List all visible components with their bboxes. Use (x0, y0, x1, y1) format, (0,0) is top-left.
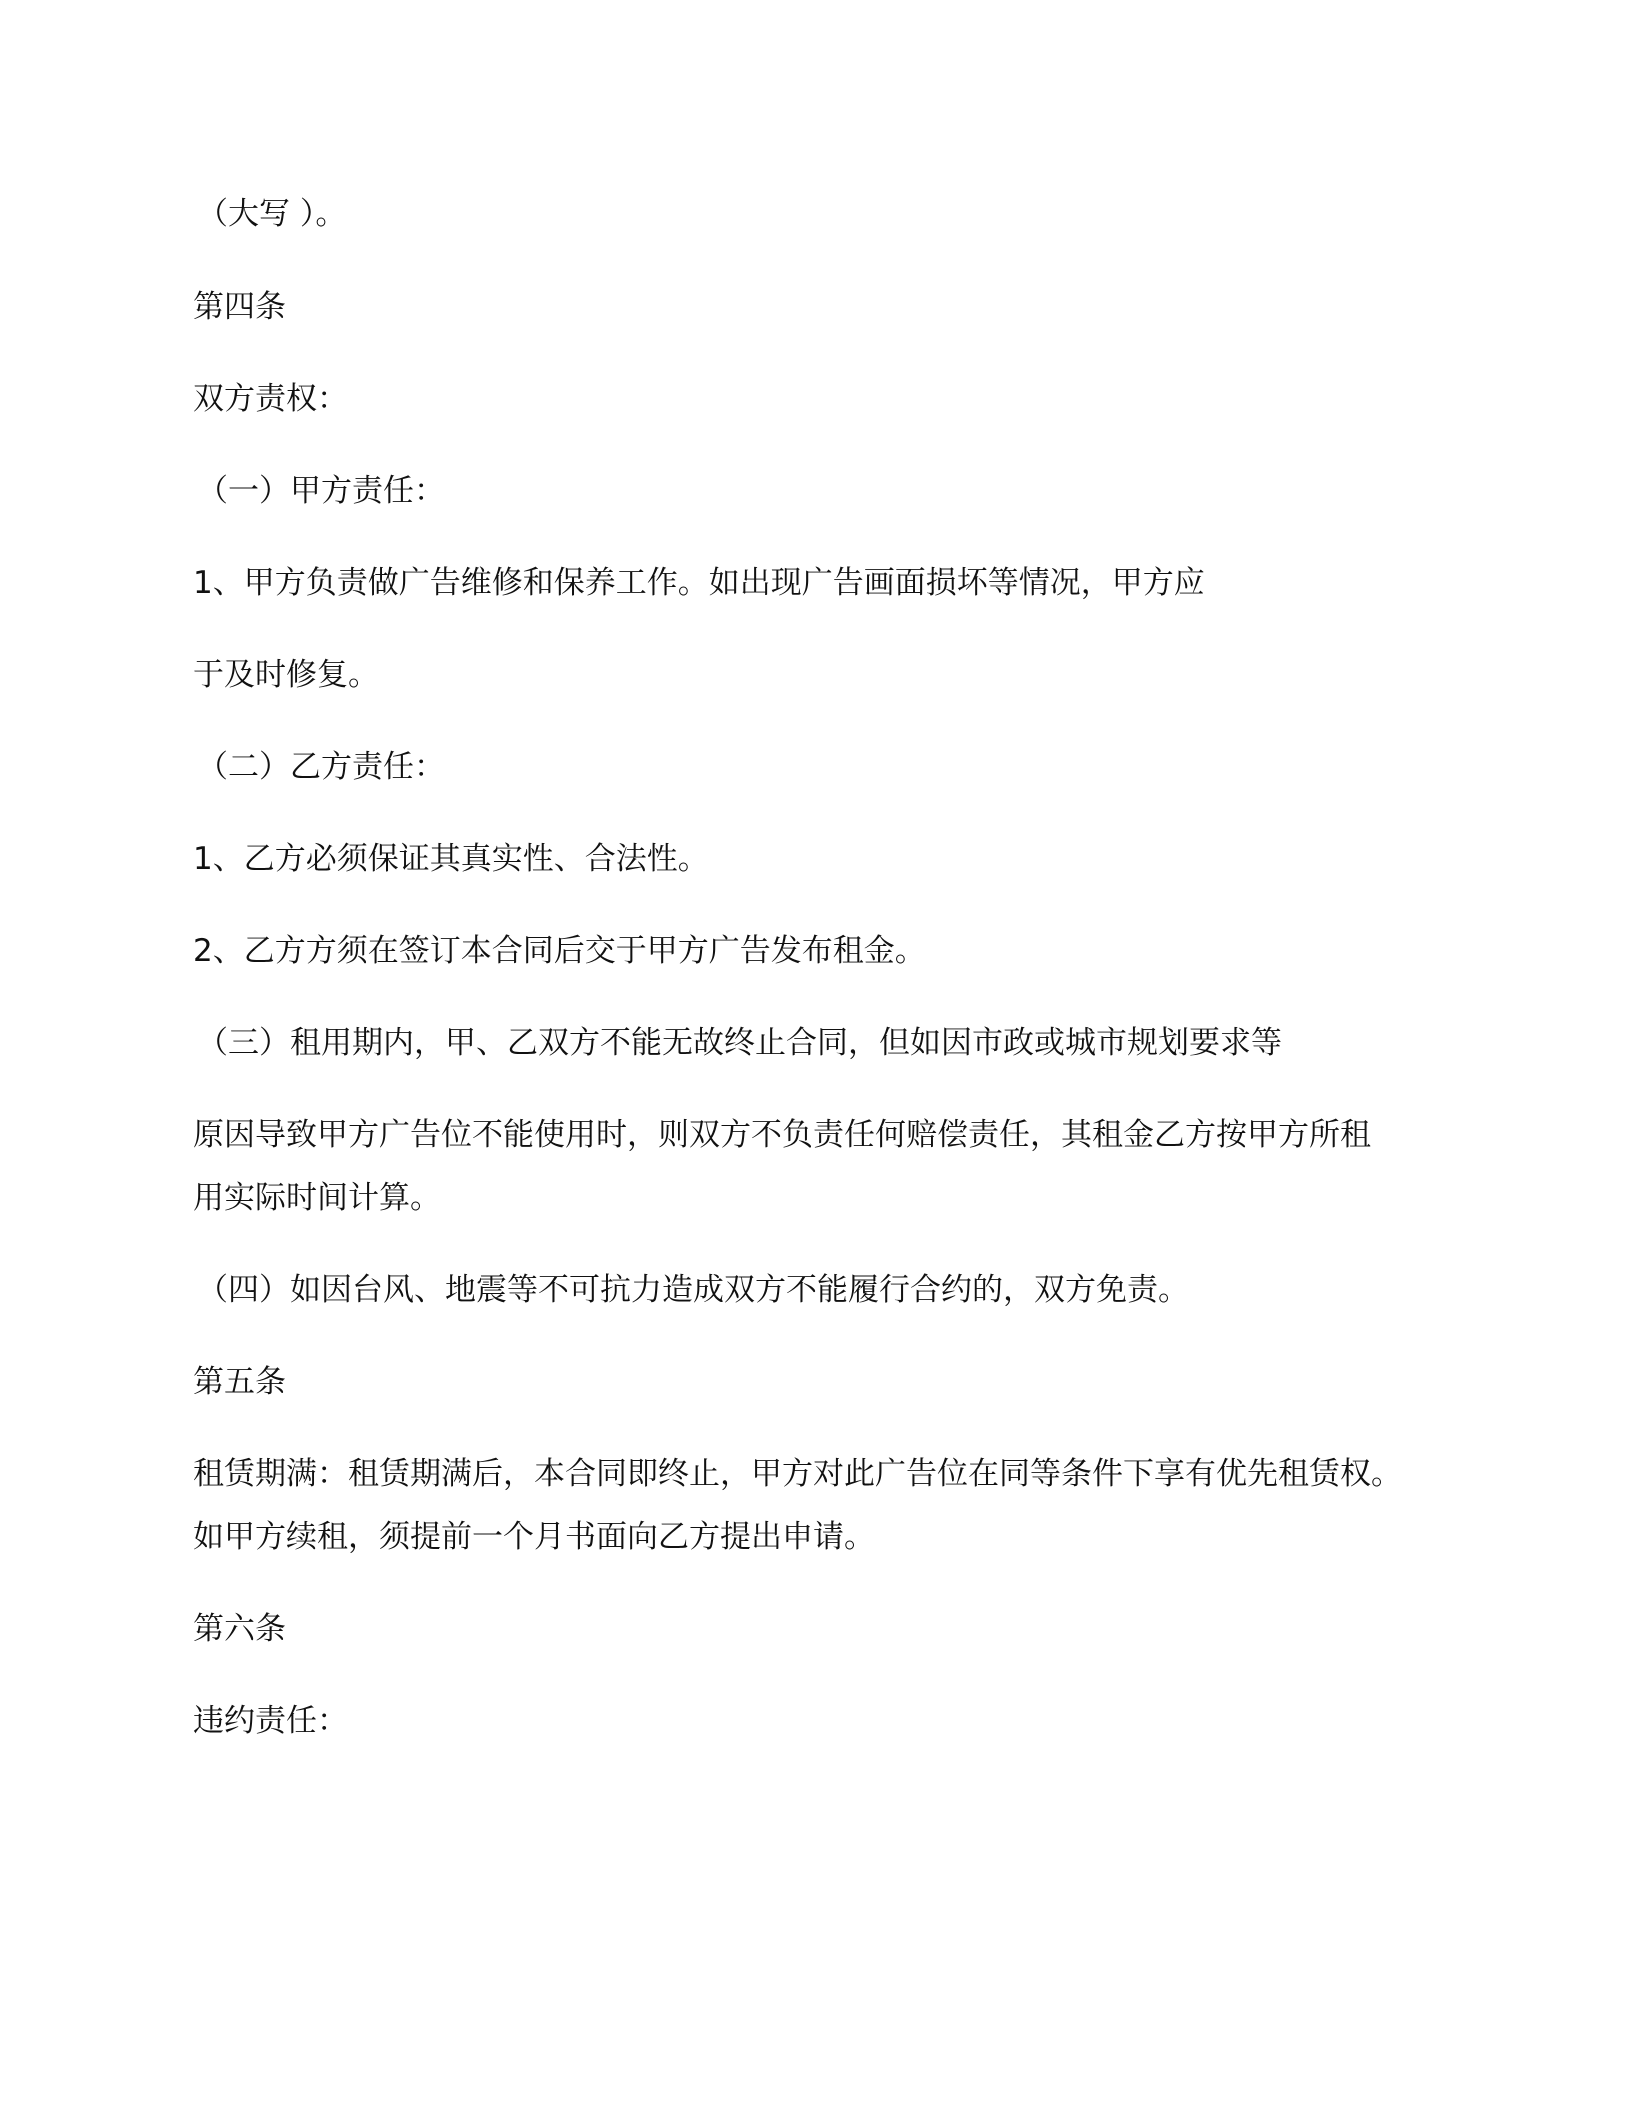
article-4-heading: 第四条 (193, 289, 286, 325)
lease-expiry-line-2: 如甲方续租，须提前一个月书面向乙方提出申请。 (193, 1519, 875, 1555)
party-a-clause-1-continued: 于及时修复。 (193, 657, 379, 693)
party-a-clause-1: 1、甲方负责做广告维修和保养工作。如出现广告画面损坏等情况，甲方应 (193, 565, 1205, 601)
party-b-clause-1: 1、乙方必须保证其真实性、合法性。 (193, 841, 709, 877)
article-5-heading: 第五条 (193, 1364, 286, 1400)
party-b-responsibility-heading: （二）乙方责任： (197, 749, 445, 785)
breach-liability-heading: 违约责任： (193, 1703, 348, 1739)
text-line-capital-amount: （大写 ）。 (197, 196, 347, 232)
article-6-heading: 第六条 (193, 1611, 286, 1647)
party-a-responsibility-heading: （一）甲方责任： (197, 473, 445, 509)
clause-4-force-majeure: （四）如因台风、地震等不可抗力造成双方不能履行合约的，双方免责。 (197, 1272, 1189, 1308)
rights-responsibilities-heading: 双方责权： (193, 381, 348, 417)
clause-3-line-3: 用实际时间计算。 (193, 1180, 441, 1216)
lease-expiry-line-1: 租赁期满：租赁期满后，本合同即终止，甲方对此广告位在同等条件下享有优先租赁权。 (193, 1456, 1402, 1492)
clause-3-line-1: （三）租用期内，甲、乙双方不能无故终止合同，但如因市政或城市规划要求等 (197, 1025, 1282, 1061)
party-b-clause-2: 2、乙方方须在签订本合同后交于甲方广告发布租金。 (193, 933, 926, 969)
clause-3-line-2: 原因导致甲方广告位不能使用时，则双方不负责任何赔偿责任，其租金乙方按甲方所租 (193, 1117, 1371, 1153)
